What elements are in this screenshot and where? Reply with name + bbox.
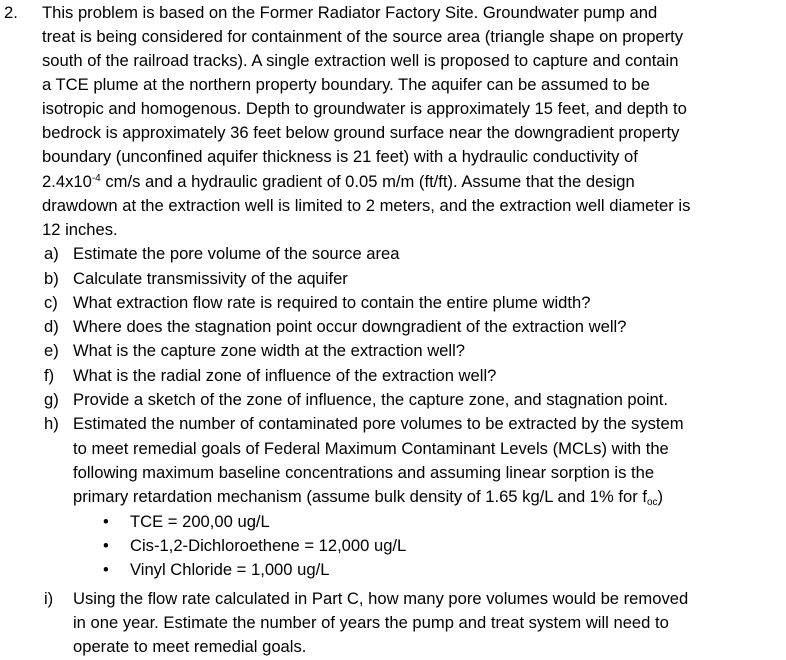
part-label: d) bbox=[44, 317, 59, 336]
intro-text: a TCE plume at the northern property boundary. The aquifer can be assumed to be bbox=[42, 75, 650, 94]
part-text: to meet remedial goals of Federal Maximum Contaminant Levels (MCLs) with the bbox=[73, 439, 669, 458]
k-line-rest: cm/s and a hydraulic gradient of 0.05 m/m (ft/ft). Assume that the design bbox=[100, 172, 635, 191]
intro-text: boundary (unconfined aquifer thickness is 21 feet) with a hydraulic conductivity of bbox=[42, 147, 638, 166]
problem-number: 2. bbox=[4, 3, 18, 22]
foc-subscript: oc bbox=[646, 497, 658, 508]
part-text: What extraction flow rate is required to contain the entire plume width? bbox=[73, 293, 591, 312]
intro-text: treat is being considered for containment of the source area (triangle shape on property bbox=[42, 27, 684, 46]
part-text: Estimate the pore volume of the source area bbox=[73, 244, 400, 263]
intro-text: isotropic and homogenous. Depth to groundwater is approximately 15 feet, and depth to bbox=[42, 99, 687, 118]
intro-text: This problem is based on the Former Radiator Factory Site. Groundwater pump and bbox=[42, 3, 658, 22]
part-text: What is the radial zone of influence of the extraction well? bbox=[73, 366, 497, 385]
k-value: 2.4x10 bbox=[42, 172, 92, 191]
part-label: b) bbox=[44, 269, 59, 288]
part-label: e) bbox=[44, 341, 59, 360]
part-label: g) bbox=[44, 390, 59, 409]
bullet-dot-icon: • bbox=[103, 560, 109, 579]
part-text: Estimated the number of contaminated pore volumes to be extracted by the system bbox=[73, 414, 684, 433]
part-label: c) bbox=[44, 293, 58, 312]
intro-text: drawdown at the extraction well is limited to 2 meters, and the extraction well diameter is bbox=[42, 196, 691, 215]
bullet-dot-icon: • bbox=[103, 536, 109, 555]
part-text: in one year. Estimate the number of years the pump and treat system will need to bbox=[73, 613, 669, 632]
part-label: h) bbox=[44, 414, 59, 433]
intro-text: 12 inches. bbox=[42, 220, 118, 239]
intro-text: bedrock is approximately 36 feet below ground surface near the downgradient property bbox=[42, 123, 680, 142]
part-text: Calculate transmissivity of the aquifer bbox=[73, 269, 348, 288]
part-text: Provide a sketch of the zone of influence, the capture zone, and stagnation point. bbox=[73, 390, 669, 409]
part-text: following maximum baseline concentrations and assuming linear sorption is the bbox=[73, 463, 655, 482]
bullet-text: Cis-1,2-Dichloroethene = 12,000 ug/L bbox=[130, 536, 407, 555]
intro-text bbox=[42, 170, 635, 194]
part-text bbox=[73, 485, 663, 509]
bullet-text: TCE = 200,00 ug/L bbox=[130, 512, 270, 531]
part-text: What is the capture zone width at the extraction well? bbox=[73, 341, 466, 360]
intro-text: south of the railroad tracks). A single extraction well is proposed to capture and contain bbox=[42, 51, 679, 70]
k-exponent: -4 bbox=[91, 173, 101, 184]
part-label: i) bbox=[44, 589, 54, 608]
part-text: operate to meet remedial goals. bbox=[73, 637, 307, 656]
part-text: Using the flow rate calculated in Part C, how many pore volumes would be removed bbox=[73, 589, 689, 608]
foc-line-text: primary retardation mechanism (assume bulk density of 1.65 kg/L and 1% for f bbox=[73, 487, 647, 506]
bullet-dot-icon: • bbox=[103, 512, 109, 531]
part-text: Where does the stagnation point occur downgradient of the extraction well? bbox=[73, 317, 627, 336]
part-label: f) bbox=[44, 366, 55, 385]
part-label: a) bbox=[44, 244, 59, 263]
foc-line-close: ) bbox=[657, 487, 664, 506]
bullet-text: Vinyl Chloride = 1,000 ug/L bbox=[130, 560, 330, 579]
